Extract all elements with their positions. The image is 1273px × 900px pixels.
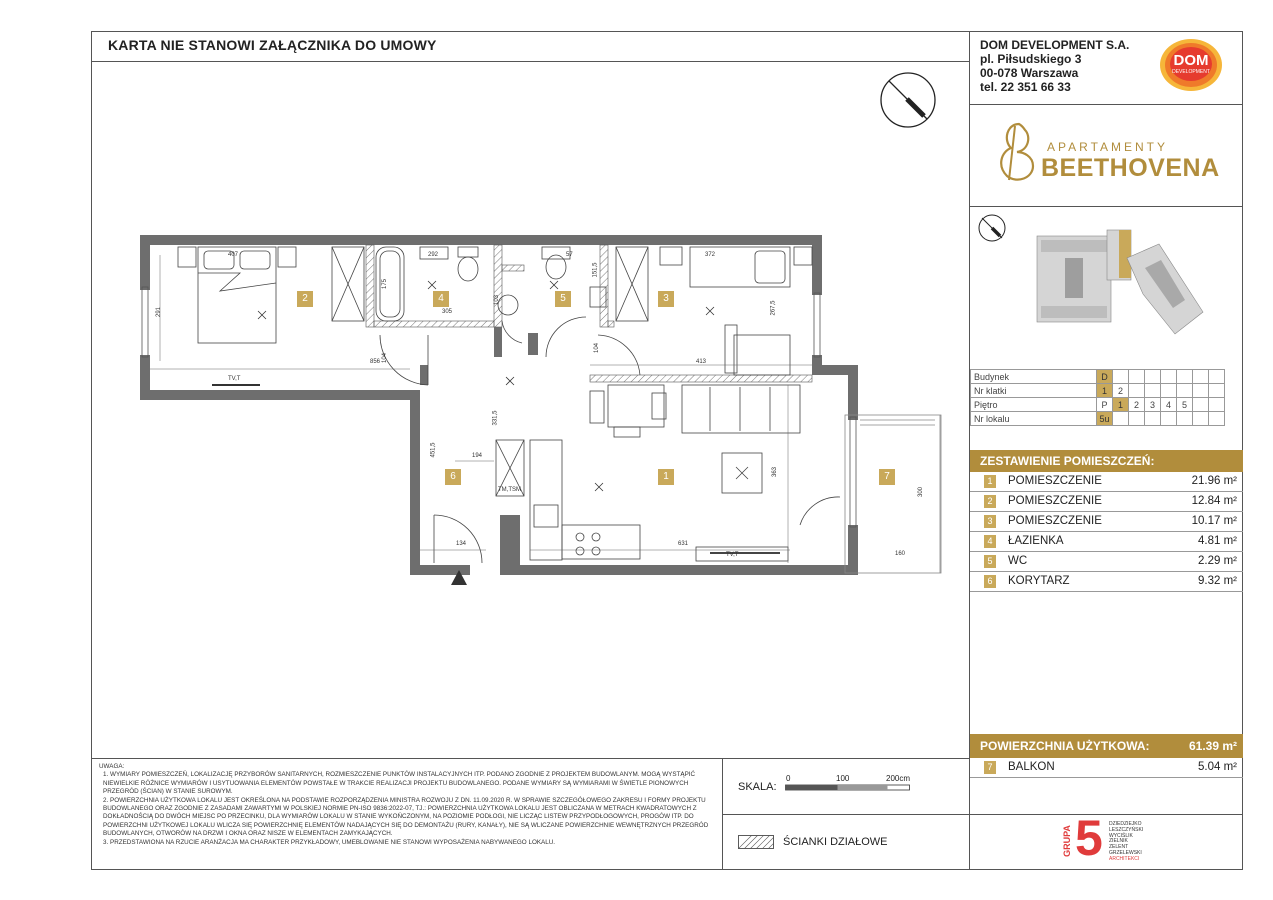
total-area-label: POWIERZCHNIA UŻYTKOWA: [980,739,1150,753]
dim-label: 160 [895,551,906,557]
sidebar-bottom-divider [969,814,1243,815]
company-address-1: pl. Piłsudskiego 3 [980,52,1082,66]
dim-label: 413 [696,359,707,365]
dim-label: 151,5 [592,262,599,278]
room-name: KORYTARZ [1008,575,1070,587]
note-item: 2. POWIERZCHNIA UŻYTKOWA LOKALU JEST OKREŚLONA NA PODSTAWIE ROZPORZĄDZENIA MINISTRA ROZWOJU Z DN. 11.09.2020 R. W SPRAWIE SZCZEGÓŁOWEGO ZAKRESU I FORMY PROJEKTU BUDOWLANEGO ORAZ ZGODNIE Z ZASADAMI ZAWARTYMI W POLSKIEJ NORMIE PN-ISO 9836:2022-07, TJ.: POWIERZCHNIA UŻYTKOWA LOKALU JEST OBLICZANA W METRACH KWADRATOWYCH Z DOKŁADNOŚCIĄ DO DWÓCH MIEJSC PO PRZECINKU, DLA WYMIARÓW LOKALU W STANIE WYKOŃCZONYM, NA POZIOMIE PODŁOGI, NIE LICZĄC LISTEW PRZYPODŁOGOWYCH, PROGÓW ITP. DO POWIERZCHNI UŻYTKOWEJ LOKALU WLICZA SIĘ POWIERZCHNIĘ ELEMENTÓW NADAJĄCYCH SIĘ DO DEMONTAŻU (RURY, KANAŁY), NIE SĄ WLICZANE POWIERZCHNIE WEWNĘTRZNYCH PRZEGRÓD BUDOWLANYCH, OTWORÓW NA DRZWI I OKNA ORAZ NISZE W ELEMENTACH ZAMYKAJĄCYCH. [103,796,709,838]
scale-tick-100: 100 [836,774,850,783]
plan-room-1-label: 1 [658,469,674,485]
dim-label: 134 [456,541,467,547]
architect-line: LESZCZYŃSKI [1109,826,1144,833]
plan-room-5-label: 5 [555,291,571,307]
floor-option-5: 5 [1177,398,1193,412]
scale-bar [785,784,910,792]
staircase-option-1: 1 [1097,384,1113,398]
room-number: 4 [984,535,996,548]
page-title: KARTA NIE STANOWI ZAŁĄCZNIKA DO UMOWY [108,37,437,53]
room-area: 12.84 m² [1191,495,1237,507]
room-row [970,492,1243,512]
partition-wall-swatch [738,835,774,849]
floor-plan-drawing [130,225,950,595]
architect-logo [1061,810,1153,866]
dim-label: 363 [772,466,779,478]
room-name: WC [1008,555,1028,567]
brand-logo [993,118,1223,190]
room-area: 9.32 m² [1198,575,1237,587]
scale-tick-200: 200cm [886,774,911,783]
rooms-header: ZESTAWIENIE POMIESZCZEŃ: [970,450,1243,472]
dim-label: 104 [382,352,389,364]
dom-logo-subtext: DEVELOPMENT [1172,69,1210,75]
brand-line-1: APARTAMENTY [1047,140,1169,154]
architect-line: WYCIŚLIK [1109,832,1133,839]
scale-tick-0: 0 [786,774,791,783]
mini-north-arrow-icon [977,213,1007,243]
building-label: Budynek [971,370,1097,384]
total-area-value: 61.39 m² [1188,739,1237,753]
floor-option-p: P [1097,398,1113,412]
staircase-option-2: 2 [1113,384,1129,398]
room-area: 10.17 m² [1191,515,1237,527]
brand-divider [969,206,1243,207]
floor-plan [130,225,950,595]
total-area-bar [970,734,1243,758]
company-info [980,38,1129,94]
architect-grupa-text: GRUPA [1061,825,1072,857]
unit-info-table [970,369,1225,426]
company-phone: tel. 22 351 66 33 [980,80,1071,94]
staircase-label: Nr klatki [971,384,1097,398]
company-address-2: 00-078 Warszawa [980,66,1079,80]
room-name: POMIESZCZENIE [1008,515,1102,527]
room-area: 4.81 m² [1198,535,1237,547]
room-number: 5 [984,555,996,568]
architect-five: 5 [1075,810,1103,866]
notes-block [99,763,719,847]
dim-label: 631 [678,541,689,547]
architect-line: ZELENT [1109,844,1129,851]
room-row [970,552,1243,572]
notes-divider [91,758,969,759]
unit-value: 5u [1097,412,1113,426]
dim-label: 300 [918,486,925,498]
room-number: 7 [984,761,996,774]
scale-legend-divider [722,814,969,815]
key-plan-icon [1035,228,1205,338]
rooms-list [970,472,1243,592]
room-row [970,472,1243,492]
company-divider [969,104,1243,105]
dim-label: 331,5 [492,410,499,426]
architect-names [1109,822,1143,863]
room-row [970,758,1243,778]
company-name: DOM DEVELOPMENT S.A. [980,38,1130,52]
tm-tsm-tag: TM,TSM [498,487,521,493]
brand-line-2: BEETHOVENA [1041,154,1220,182]
floor-option-1: 1 [1113,398,1129,412]
dim-label: 305 [442,309,453,315]
architect-line: ARCHITEKCI [1109,855,1140,862]
floor-option-3: 3 [1145,398,1161,412]
room-number: 1 [984,475,996,488]
floor-option-4: 4 [1161,398,1177,412]
note-item: 1. WYMIARY POMIESZCZEŃ, LOKALIZACJĘ PRZYBORÓW SANITARNYCH, ROZMIESZCZENIE PUNKTÓW INSTALACYJNYCH ITP. PODANO ZGODNIE Z PROJEKTEM BUDOWLANYM. MOGĄ WYSTĄPIĆ NIEWIELKIE RÓŻNICE WYMIARÓW I USYTUOWANIA ELEMENTÓW POWSTAŁE W TRAKCIE REALIZACJI PROJEKTU BUDOWLANEGO. PODANE WYMIARY SĄ WYMIARAMI W ŚWIETLE PIONOWYCH PRZEGRÓD (ŚCIAN) W STANIE SUROWYM. [103,771,696,796]
floor-option-2: 2 [1129,398,1145,412]
room-area: 5.04 m² [1198,761,1237,773]
room-number: 3 [984,515,996,528]
balcony-row [970,758,1243,778]
dim-label: 407 [228,252,239,258]
dim-label: 292 [428,252,439,258]
room-name: BALKON [1008,761,1055,773]
dim-label: 175 [382,278,389,290]
dim-label: 103 [494,294,501,306]
architect-line: DZIEDZIEJKO [1109,821,1142,827]
room-name: POMIESZCZENIE [1008,495,1102,507]
dim-label: 57 [566,252,573,258]
dim-label: 104 [594,342,601,354]
dim-label: 291 [156,306,163,318]
room-area: 21.96 m² [1191,475,1237,487]
notes-heading: UWAGA: [99,763,125,770]
room-number: 2 [984,495,996,508]
north-arrow-icon [879,72,939,130]
room-name: POMIESZCZENIE [1008,475,1102,487]
plan-room-3-label: 3 [658,291,674,307]
dom-logo-text: DOM [1173,52,1209,69]
building-value: D [1097,370,1113,384]
plan-room-7-label: 7 [879,469,895,485]
plan-room-6-label: 6 [445,469,461,485]
floor-label: Piętro [971,398,1097,412]
architect-line: ZIELNIK [1109,838,1128,845]
dim-label: 856 [370,359,381,365]
dim-label: 372 [705,252,716,258]
dom-logo [1158,37,1224,93]
note-item: 3. PRZEDSTAWIONA NA RZUCIE ARANŻACJA MA CHARAKTER PRZYKŁADOWY, UMEBLOWANIE NIE STANOWI WYPOSAŻENIA NABYWANEGO LOKALU. [103,838,556,846]
room-row [970,532,1243,552]
tv-tag: TV,T [726,552,739,558]
scale-label: SKALA: [738,781,777,793]
dim-label: 194 [472,453,483,459]
room-row [970,512,1243,532]
title-divider [91,61,969,62]
legend-label: ŚCIANKI DZIAŁOWE [783,836,888,848]
room-name: ŁAZIENKA [1008,535,1064,547]
unit-label: Nr lokalu [971,412,1097,426]
room-area: 2.29 m² [1198,555,1237,567]
room-row [970,572,1243,592]
plan-room-2-label: 2 [297,291,313,307]
tv-tag: TV,T [228,376,241,382]
dim-label: 451,5 [430,442,437,458]
dim-label: 267,5 [770,300,777,316]
room-number: 6 [984,575,996,588]
architect-line: GRZELEWSKI [1109,849,1142,856]
plan-room-4-label: 4 [433,291,449,307]
